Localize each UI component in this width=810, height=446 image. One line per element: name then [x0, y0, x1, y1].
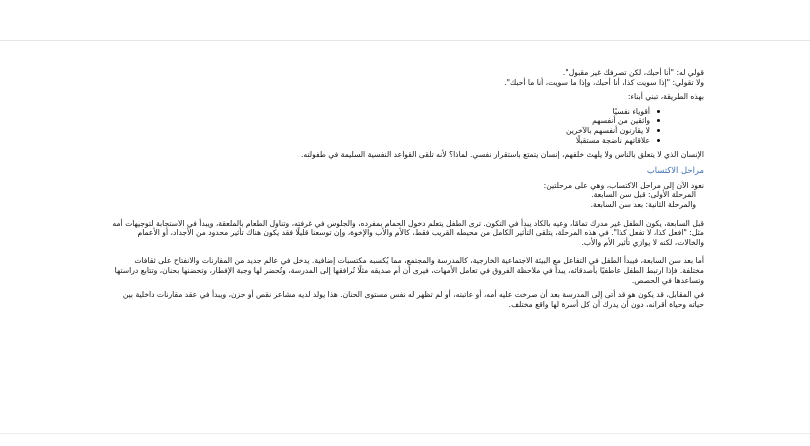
- bottom-bar: [0, 433, 810, 446]
- document-page: [112, 68, 704, 309]
- section-heading: مراحل الاكتساب: [646, 164, 704, 175]
- stage-two: والمرحلة الثانية: بعد سن السابعة.: [590, 199, 696, 209]
- stability-paragraph: الإنسان الذي لا يتعلق بالناس ولا يلهث خلفهم، إنسان يتمتع باستقرار نفسي. لماذا؟ لأنه تلقى القواعد النفسية السليمة في طفولته.: [301, 150, 704, 160]
- bullet-item: واثقين من أنفسهم: [112, 116, 660, 126]
- bullets-intro: بهذه الطريقة، تبني أبناء:: [627, 92, 704, 102]
- quote-line-1: قولي له: "أنا أحبك، لكن تصرفك غير مقبول".: [562, 68, 704, 77]
- stage-one: المرحلة الأولى: قبل سن السابعة.: [591, 190, 696, 200]
- paragraph-before-seven: قبل السابعة، يكون الطفل غير مدرك تمامًا، وعيه بالكاد يبدأ في التكون. ترى الطفل يتعلم دخول الحمام بمفرده، والجلوس في غرفته، وتناول الطعام بالملعقة، ويبدأ في الاستجابة لتوجيهات أمه مثل: "افعل كذا، لا تفعل كذا". في هذه المرحلة، يتلقى التأثير الكامل من محيطه القريب فقط، كالأم والأب والإخوة، وإن توسعنا قليلًا فقد يكون هناك تأثير محدود من الأجداد، أو الأعمام والخالات، لكنه لا يوازي تأثير الأم والأب.: [112, 218, 704, 247]
- top-toolbar: [0, 0, 810, 41]
- bullet-item: لا يقارنون أنفسهم بالآخرين: [112, 126, 660, 136]
- bullet-item: علاقاتهم ناضجة مستقبلًا: [112, 136, 660, 146]
- bullet-list: [112, 107, 704, 145]
- stages-intro: نعود الآن إلى مراحل الاكتساب، وهي على مرحلتين:: [543, 180, 704, 190]
- quote-line-2: ولا تقولي: "إذا سويت كذا، أنا أحبك، وإذا ما سويت، أنا ما أحبك".: [504, 77, 704, 87]
- paragraph-comparison: في المقابل، قد يكون هو قد أتى إلى المدرسة بعد أن صرخت عليه أمه، أو عاتبته، أو لم تظهر له نفس مستوى الحنان. هذا يولد لديه مشاعر نقص أو حزن، ويبدأ في عقد مقارنات داخلية بين حياته وحياة أقرانه، دون أن يدرك أن كل أسرة لها واقع مختلف.: [122, 290, 704, 309]
- paragraph-after-seven: أما بعد سن السابعة، فيبدأ الطفل في التفاعل مع البيئة الاجتماعية الخارجية، كالمدرسة والمجتمع، مما يُكسبه مكتسبات إضافية. يدخل في عالم جديد من المقارنات والانفتاح على ثقافات مختلفة. فإذا ارتبط الطفل عاطفيًا بأصدقائه، يبدأ في ملاحظة الفروق في تعامل الأمهات، فيرى أن أم صديقه مثلًا تُرافقها إلى المدرسة، وتُحضر لها وجبة الإفطار، وتحضنها بحنان، وتتابع دراستها وتساعدها في الحصص.: [114, 256, 704, 285]
- bullet-item: أقوياء نفسيًا: [112, 107, 660, 117]
